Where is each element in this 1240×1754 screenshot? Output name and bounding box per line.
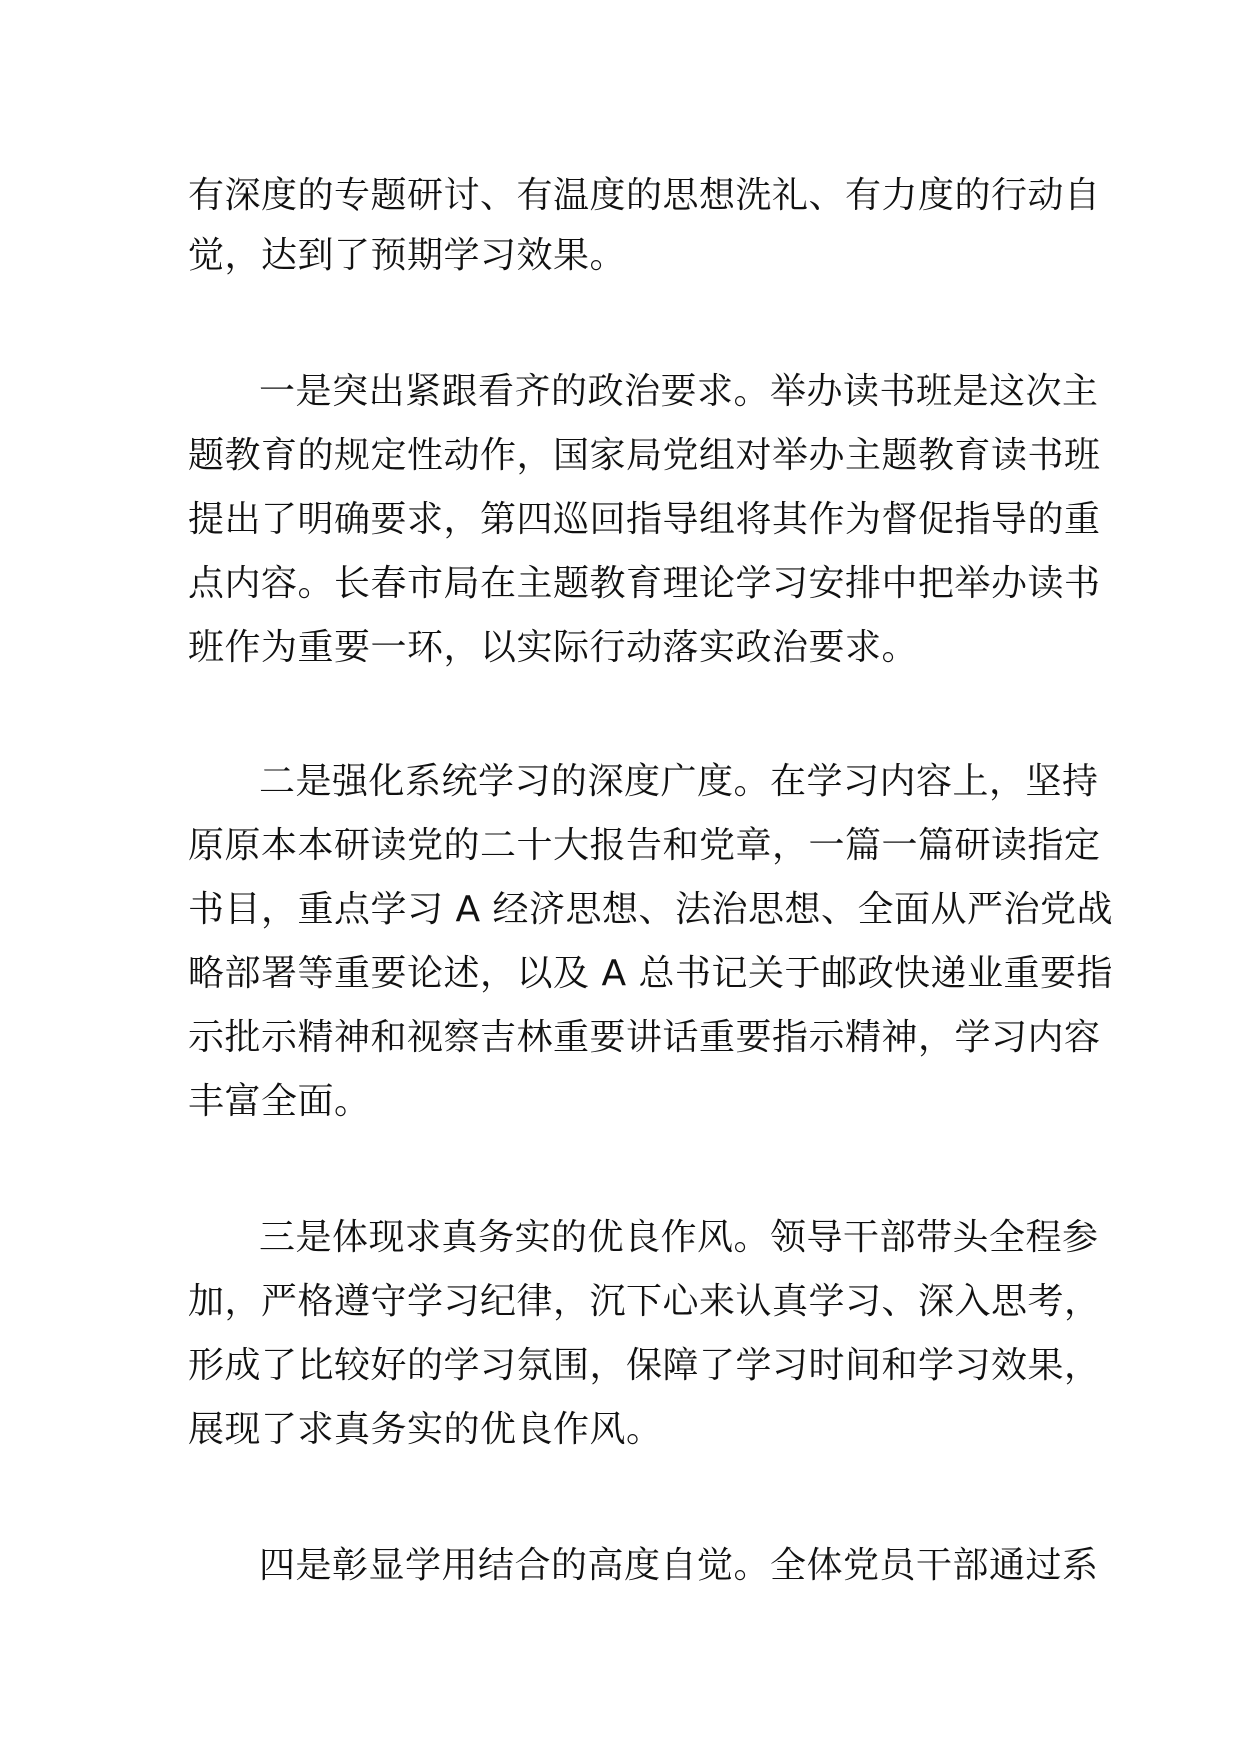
paragraph-4-line-2: 加，严格遵守学习纪律，沉下心来认真学习、深入思考， — [188, 1281, 1101, 1322]
paragraph-4-line-3: 形成了比较好的学习氛围，保障了学习时间和学习效果， — [188, 1345, 1101, 1386]
paragraph-3-line-6: 丰富全面。 — [188, 1081, 371, 1122]
paragraph-2-line-2: 题教育的规定性动作，国家局党组对举办主题教育读书班 — [188, 435, 1101, 476]
paragraph-5-line-1: 四是彰显学用结合的高度自觉。全体党员干部通过系 — [259, 1545, 1099, 1586]
paragraph-2-line-1: 一是突出紧跟看齐的政治要求。举办读书班是这次主 — [259, 371, 1099, 412]
paragraph-3-line-4: 略部署等重要论述，以及 A 总书记关于邮政快递业重要指 — [188, 953, 1114, 994]
paragraph-1-line-1: 有深度的专题研讨、有温度的思想洗礼、有力度的行动自 — [188, 175, 1101, 216]
paragraph-3-line-2: 原原本本研读党的二十大报告和党章，一篇一篇研读指定 — [188, 825, 1101, 866]
paragraph-2-line-4: 点内容。长春市局在主题教育理论学习安排中把举办读书 — [188, 563, 1101, 604]
paragraph-2-line-3: 提出了明确要求，第四巡回指导组将其作为督促指导的重 — [188, 499, 1101, 540]
paragraph-3-line-1: 二是强化系统学习的深度广度。在学习内容上，坚持 — [259, 761, 1099, 802]
paragraph-2-line-5: 班作为重要一环，以实际行动落实政治要求。 — [188, 627, 919, 668]
paragraph-4-line-4: 展现了求真务实的优良作风。 — [188, 1409, 663, 1450]
paragraph-3-line-3: 书目，重点学习 A 经济思想、法治思想、全面从严治党战 — [188, 889, 1114, 930]
paragraph-4-line-1: 三是体现求真务实的优良作风。领导干部带头全程参 — [259, 1217, 1099, 1258]
paragraph-3-line-5: 示批示精神和视察吉林重要讲话重要指示精神，学习内容 — [188, 1017, 1101, 1058]
paragraph-1-line-2: 觉，达到了预期学习效果。 — [188, 235, 627, 276]
